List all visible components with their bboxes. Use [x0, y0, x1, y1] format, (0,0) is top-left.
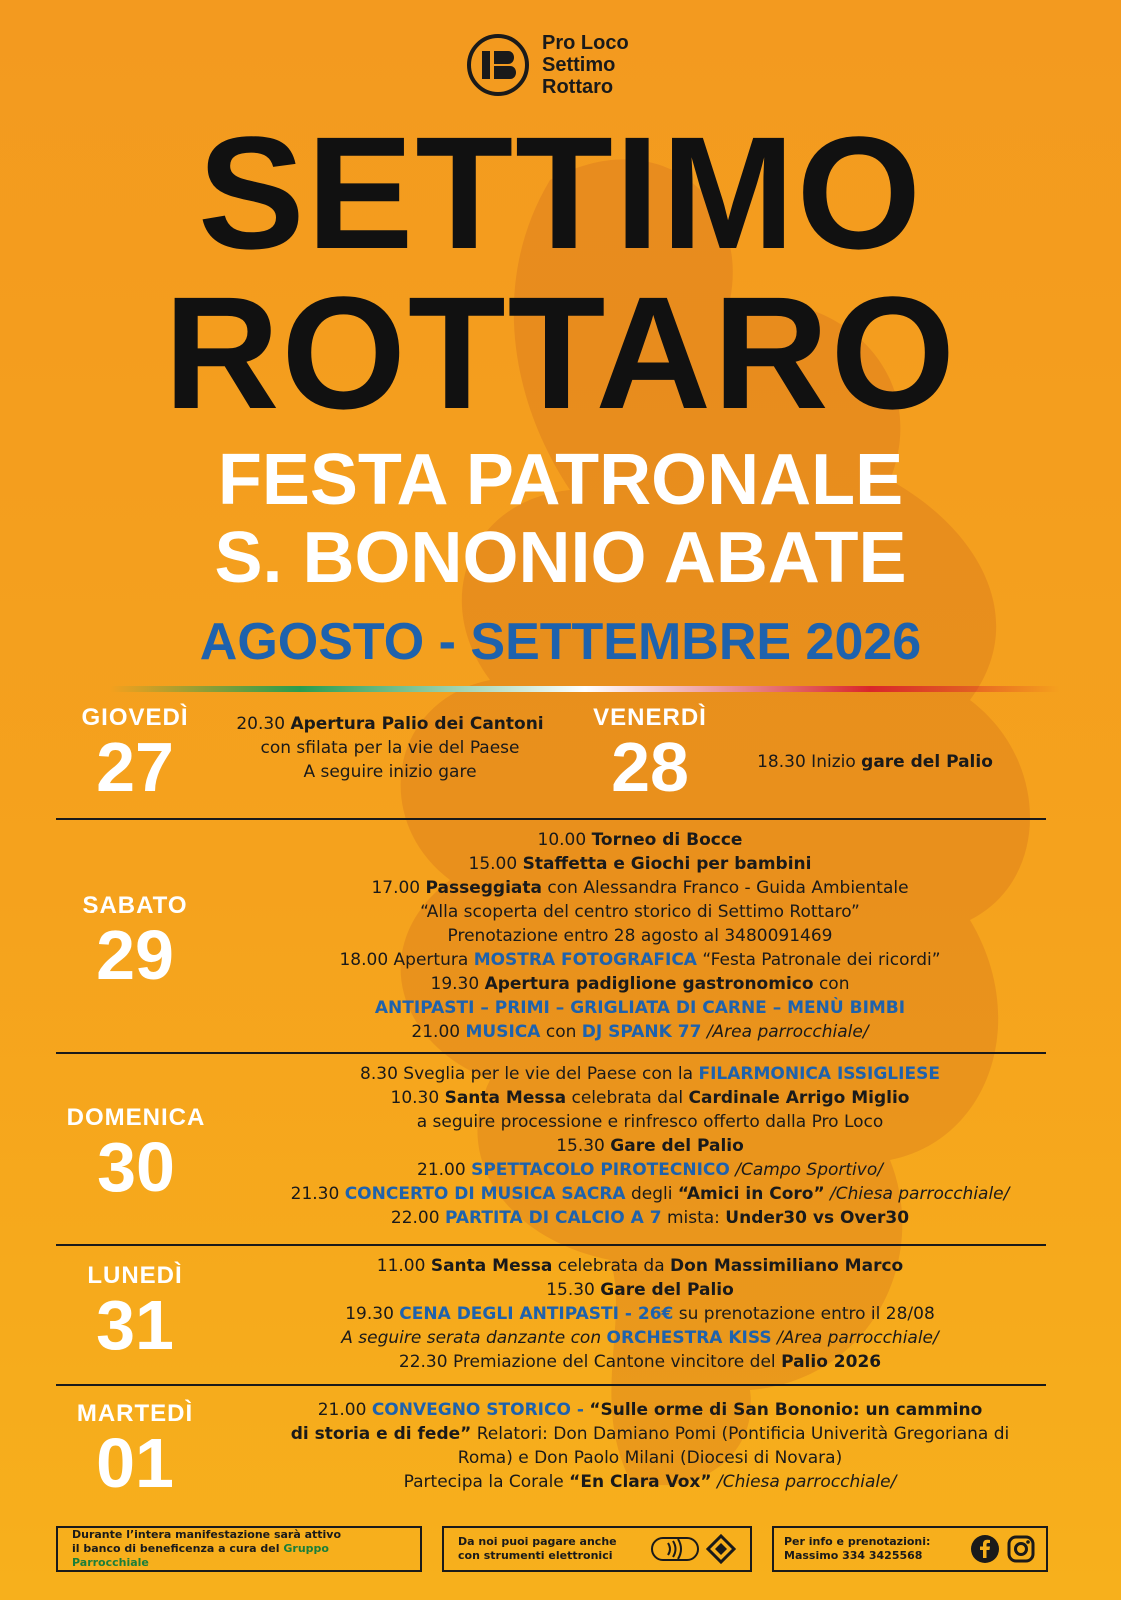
events-28 — [730, 750, 1020, 774]
pro-loco-logo — [466, 32, 629, 98]
event-title: Santa Messa — [444, 1088, 567, 1108]
facebook-icon[interactable] — [970, 1534, 1000, 1564]
event-title: Staffetta e Giochi per bambini — [522, 854, 812, 874]
event-line — [210, 712, 570, 736]
logo-line-3: Rottaro — [542, 76, 614, 98]
event-title: Don Massimiliano Marco — [670, 1256, 904, 1276]
event-line — [230, 948, 1050, 972]
day-number: 28 — [611, 728, 689, 806]
event-title: Apertura Palio dei Cantoni — [290, 714, 544, 734]
event-time: 21.00 — [317, 1400, 367, 1420]
event-line — [230, 1158, 1070, 1182]
event-text: celebrata da — [557, 1256, 665, 1276]
event-line: A seguire inizio gare — [303, 762, 477, 782]
footer-text: Massimo 334 3425568 — [784, 1549, 923, 1562]
day-number: 30 — [97, 1128, 175, 1206]
event-title: Apertura padiglione gastronomico — [484, 974, 814, 994]
event-text: Partecipa la Corale — [403, 1472, 564, 1492]
contactless-payment-icon — [650, 1534, 700, 1564]
event-line — [230, 1278, 1050, 1302]
event-title: Cardinale Arrigo Miglio — [688, 1088, 910, 1108]
day-name: DOMENICA — [66, 1104, 206, 1131]
event-line — [230, 1470, 1070, 1494]
event-title: Gare del Palio — [600, 1280, 734, 1300]
event-line — [230, 852, 1050, 876]
day-28 — [580, 704, 720, 806]
main-title-line-2: ROTTARO — [163, 263, 958, 442]
event-time: 18.30 Inizio — [757, 752, 856, 772]
event-title: Palio 2026 — [781, 1352, 882, 1372]
event-highlight: MOSTRA FOTOGRAFICA — [473, 950, 697, 970]
footer-text: Durante l’intera manifestazione sarà attivo — [72, 1528, 342, 1541]
event-time: 10.00 — [537, 830, 587, 850]
event-location: /Area parrocchiale/ — [777, 1328, 939, 1348]
footer-contact-box — [772, 1526, 1048, 1572]
day-name: SABATO — [82, 892, 188, 919]
event-highlight: ORCHESTRA KISS — [606, 1328, 772, 1348]
event-title: “En Clara Vox” — [569, 1472, 712, 1492]
event-line — [230, 996, 1050, 1020]
event-time: 15.30 — [546, 1280, 595, 1300]
event-time: 21.00 — [417, 1160, 466, 1180]
footer-text: con strumenti elettronici — [458, 1549, 613, 1562]
event-line: con sfilata per la vie del Paese — [260, 738, 520, 758]
event-line — [230, 828, 1050, 852]
event-highlight: ANTIPASTI – PRIMI – GRIGLIATA DI CARNE – MENÙ BIMBI — [374, 998, 906, 1018]
tricolor-divider — [110, 686, 1060, 692]
event-text: 8.30 Sveglia per le vie del Paese con la — [360, 1064, 694, 1084]
event-title: gare del Palio — [861, 752, 993, 772]
day-30 — [56, 1104, 216, 1206]
separator — [56, 1384, 1046, 1386]
event-line — [230, 876, 1050, 900]
event-title: Under30 vs Over30 — [725, 1208, 910, 1228]
event-title: di storia e di fede” — [290, 1424, 472, 1444]
event-highlight: CENA DEGLI ANTIPASTI - 26€ — [399, 1304, 674, 1324]
event-title: Gare del Palio — [610, 1136, 744, 1156]
footer-text: Per info e prenotazioni: — [784, 1535, 931, 1548]
day-name: LUNEDÌ — [87, 1262, 183, 1289]
event-title: Passeggiata — [425, 878, 542, 898]
event-text: su prenotazione entro il 28/08 — [678, 1304, 935, 1324]
day-27 — [70, 704, 200, 806]
event-time: 17.00 — [371, 878, 421, 898]
event-line — [230, 1086, 1070, 1110]
event-text: celebrata dal — [571, 1088, 684, 1108]
event-highlight: SPETTACOLO PIROTECNICO — [471, 1160, 730, 1180]
events-30 — [230, 1062, 1070, 1230]
footer-text: Da noi puoi pagare anche — [458, 1535, 617, 1548]
event-line — [230, 972, 1050, 996]
event-text: degli — [630, 1184, 673, 1204]
subtitle-line-1: FESTA PATRONALE — [217, 440, 904, 520]
event-line — [230, 1398, 1070, 1422]
event-text: Relatori: Don Damiano Pomi (Pontificia Univerità Gregoriana di — [476, 1424, 1010, 1444]
event-location: /Area parrocchiale/ — [706, 1022, 869, 1042]
day-number: 27 — [96, 728, 174, 806]
event-line — [230, 1326, 1050, 1350]
events-31 — [230, 1254, 1050, 1374]
event-title: Torneo di Bocce — [591, 830, 743, 850]
event-text: 22.30 Premiazione del Cantone vincitore del — [398, 1352, 776, 1372]
pos-payment-icon — [706, 1534, 736, 1564]
event-line — [230, 1422, 1070, 1446]
event-line: a seguire processione e rinfresco offerto dalla Pro Loco — [416, 1112, 884, 1132]
footer-charity-box — [56, 1526, 422, 1572]
event-text: con — [818, 974, 850, 994]
event-line — [230, 1206, 1070, 1230]
day-number: 31 — [96, 1286, 174, 1364]
event-time: 19.30 — [430, 974, 480, 994]
day-01 — [60, 1400, 210, 1502]
event-time: 15.30 — [556, 1136, 605, 1156]
logo-text — [542, 32, 629, 98]
event-highlight: MUSICA — [465, 1022, 541, 1042]
event-highlight: CONCERTO DI MUSICA SACRA — [344, 1184, 626, 1204]
event-text: A seguire serata danzante con — [341, 1328, 602, 1348]
instagram-icon[interactable] — [1006, 1534, 1036, 1564]
day-name: GIOVEDÌ — [81, 704, 189, 731]
event-line: Prenotazione entro 28 agosto al 3480091469 — [447, 926, 833, 946]
day-name: VENERDÌ — [593, 704, 707, 731]
event-time: 19.30 — [345, 1304, 394, 1324]
day-number: 29 — [96, 916, 174, 994]
day-name: MARTEDÌ — [76, 1400, 194, 1427]
event-location: /Campo Sportivo/ — [735, 1160, 883, 1180]
footer-text-line — [72, 1542, 406, 1570]
events-29 — [230, 828, 1050, 1044]
event-location: /Chiesa parrocchiale/ — [716, 1472, 897, 1492]
event-line — [230, 1062, 1070, 1086]
pro-loco-emblem-icon — [466, 33, 530, 97]
event-text: “Festa Patronale dei ricordi” — [702, 950, 941, 970]
event-line — [230, 1020, 1050, 1044]
event-line — [230, 1134, 1070, 1158]
event-line — [230, 1350, 1050, 1374]
event-line — [230, 1302, 1050, 1326]
event-time: 22.00 — [390, 1208, 440, 1228]
event-line — [230, 1182, 1070, 1206]
footer-payment-box — [442, 1526, 752, 1572]
event-title: Santa Messa — [430, 1256, 553, 1276]
event-highlight: PARTITA DI CALCIO A 7 — [444, 1208, 662, 1228]
event-title: “Amici in Coro” — [677, 1184, 825, 1204]
main-title-line-1: SETTIMO — [197, 103, 924, 282]
event-highlight: CONVEGNO STORICO - — [371, 1400, 584, 1420]
day-29 — [60, 892, 210, 994]
event-time: 21.00 — [411, 1022, 461, 1042]
event-line: Roma) e Don Paolo Milani (Diocesi di Novara) — [457, 1448, 843, 1468]
event-line — [230, 1254, 1050, 1278]
event-time: 18.00 Apertura — [339, 950, 469, 970]
events-27 — [210, 712, 570, 784]
event-highlight: FILARMONICA ISSIGLIESE — [698, 1064, 940, 1084]
event-title: “Sulle orme di San Bononio: un cammino — [589, 1400, 983, 1420]
event-time: 11.00 — [376, 1256, 426, 1276]
event-time: 21.30 — [290, 1184, 340, 1204]
separator — [56, 1244, 1046, 1246]
day-31 — [60, 1262, 210, 1364]
event-time: 15.00 — [468, 854, 518, 874]
logo-line-1: Pro Loco — [542, 32, 629, 54]
separator — [56, 1052, 1046, 1054]
event-time: 20.30 — [236, 714, 286, 734]
footer-highlight: Gruppo Parrocchiale — [72, 1542, 329, 1569]
separator — [56, 818, 1046, 820]
event-text: con Alessandra Franco - Guida Ambientale — [547, 878, 909, 898]
event-text: con — [545, 1022, 577, 1042]
day-number: 01 — [96, 1424, 174, 1502]
event-text: mista: — [666, 1208, 720, 1228]
event-location: /Chiesa parrocchiale/ — [830, 1184, 1010, 1204]
event-time: 10.30 — [390, 1088, 440, 1108]
logo-line-2: Settimo — [542, 54, 616, 76]
events-01 — [230, 1398, 1070, 1494]
footer-text: il banco di beneficenza a cura del — [72, 1542, 280, 1555]
event-line: “Alla scoperta del centro storico di Settimo Rottaro” — [420, 902, 860, 922]
event-highlight: DJ SPANK 77 — [581, 1022, 702, 1042]
subtitle-line-2: S. BONONIO ABATE — [214, 518, 907, 598]
event-dates: AGOSTO - SETTEMBRE 2026 — [199, 613, 922, 671]
